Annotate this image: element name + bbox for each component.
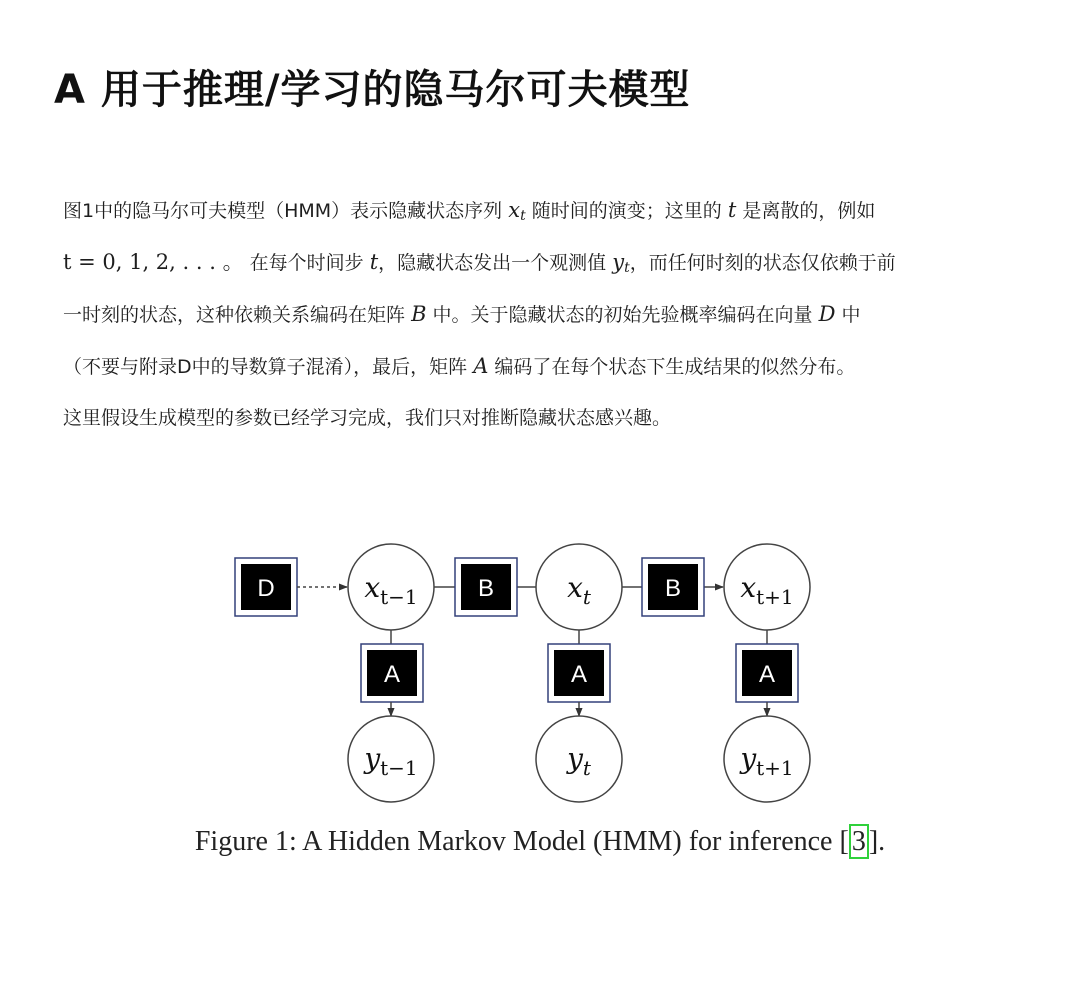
transition-factor-B bbox=[455, 558, 517, 616]
svg-text:A: A bbox=[758, 661, 776, 688]
text: 是离散的，例如 bbox=[742, 200, 876, 222]
paragraph-line-3 bbox=[63, 292, 1023, 344]
svg-text:yt−1: $y_{t-1}$ bbox=[364, 742, 418, 780]
state-node-x-t bbox=[536, 544, 622, 630]
text: ，隐藏状态发出一个观测值 bbox=[378, 252, 607, 274]
math-y: $y_t$ bbox=[612, 250, 630, 276]
svg-text:xt: $x_t$ bbox=[567, 571, 591, 609]
caption-text: Figure 1: A Hidden Markov Model (HMM) for inference [ bbox=[194, 826, 849, 857]
math-equation: t = 0, 1, 2, . . . 。 bbox=[63, 250, 244, 274]
text: 图1中的隐马尔可夫模型（HMM）表示隐藏状态序列 bbox=[63, 200, 503, 222]
body-paragraph bbox=[63, 188, 1023, 448]
svg-text:yt: $y_t$ bbox=[567, 742, 591, 780]
likelihood-factor-A bbox=[361, 644, 423, 702]
svg-text:D: D bbox=[257, 575, 275, 602]
svg-text:xt−1: $x_{t-1}$ bbox=[364, 571, 418, 609]
paragraph-line-2 bbox=[63, 240, 1023, 292]
figure-caption bbox=[0, 826, 1080, 858]
observation-node-y-t-plus-1 bbox=[724, 716, 810, 802]
observation-node-y-t-minus-1 bbox=[348, 716, 434, 802]
text: 中。关于隐藏状态的初始先验概率编码在向量 bbox=[432, 304, 813, 326]
caption-text: ]. bbox=[868, 826, 886, 857]
svg-text:yt+1: $y_{t+1}$ bbox=[740, 742, 794, 780]
math-t: t bbox=[369, 250, 379, 274]
observation-node-y-t bbox=[536, 716, 622, 802]
text: 中 bbox=[841, 304, 861, 326]
svg-text:A: A bbox=[383, 661, 401, 688]
math-x: $x_t$ bbox=[508, 198, 526, 224]
transition-factor-B bbox=[642, 558, 704, 616]
text: 编码了在每个状态下生成结果的似然分布。 bbox=[494, 356, 856, 378]
text: 在每个时间步 bbox=[249, 252, 364, 274]
likelihood-factor-A bbox=[736, 644, 798, 702]
text: 随时间的演变；这里的 bbox=[531, 200, 722, 222]
svg-text:B: B bbox=[477, 575, 495, 602]
svg-text:B: B bbox=[664, 575, 682, 602]
svg-text:A: A bbox=[570, 661, 588, 688]
prior-factor-D bbox=[235, 558, 297, 616]
paragraph-line-4 bbox=[63, 344, 1023, 396]
page-title: A 用于推理/学习的隐马尔可夫模型 bbox=[54, 67, 691, 113]
state-node-x-t-minus-1 bbox=[348, 544, 434, 630]
text: ，而任何时刻的状态仅依赖于前 bbox=[629, 252, 896, 274]
math-A: A bbox=[473, 354, 489, 378]
svg-text:xt+1: $x_{t+1}$ bbox=[740, 571, 794, 609]
math-B: B bbox=[411, 302, 427, 326]
text: （不要与附录D中的导数算子混淆），最后，矩阵 bbox=[63, 356, 468, 378]
math-D: D bbox=[818, 302, 836, 326]
text: 这里假设生成模型的参数已经学习完成，我们只对推断隐藏状态感兴趣。 bbox=[63, 407, 672, 429]
math-t: t bbox=[727, 198, 737, 222]
paragraph-line-1 bbox=[63, 188, 1023, 240]
text: 一时刻的状态，这种依赖关系编码在矩阵 bbox=[63, 304, 406, 326]
likelihood-factor-A bbox=[548, 644, 610, 702]
state-node-x-t-plus-1 bbox=[724, 544, 810, 630]
paragraph-line-5 bbox=[63, 396, 1023, 448]
citation-link[interactable]: 3 bbox=[849, 824, 869, 859]
